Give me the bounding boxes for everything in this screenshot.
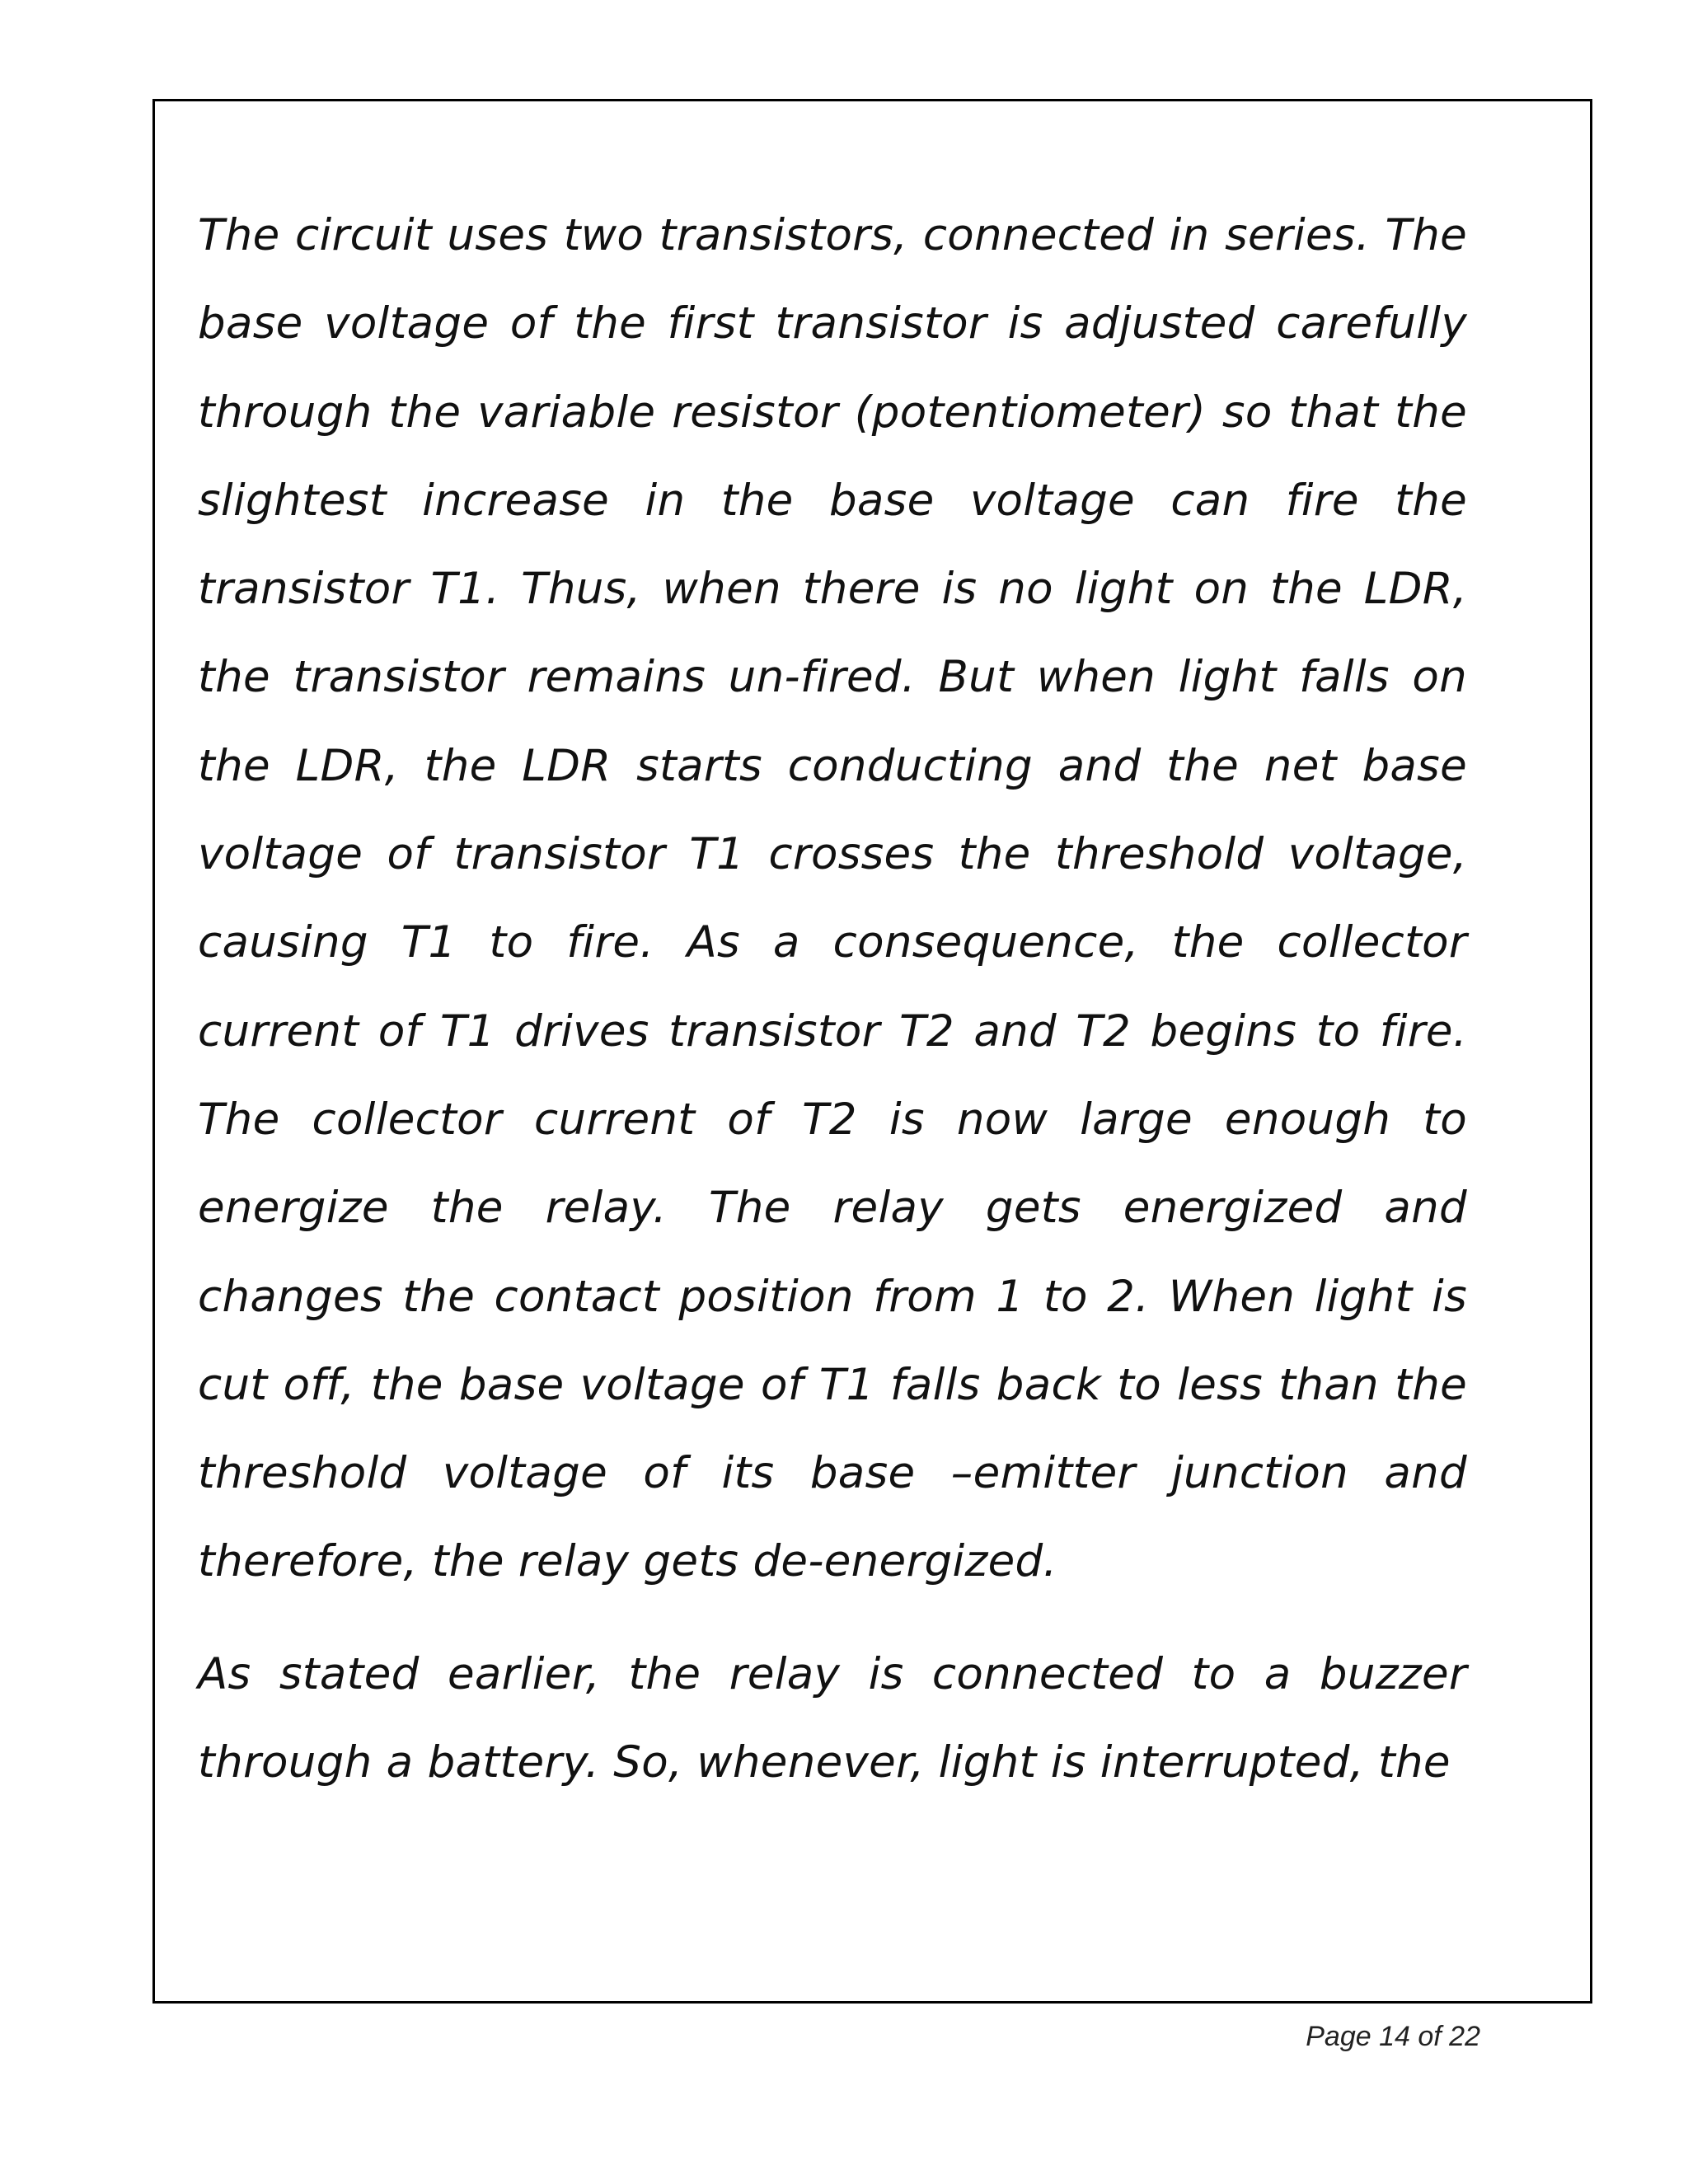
body-paragraph-relay-buzzer: As stated earlier, the relay is connected to a buzzer through a battery. So, whenever, light is interrupted, the [198, 1649, 1467, 1788]
body-paragraph-circuit-description: The circuit uses two transistors, connected in series. The base voltage of the first transistor is adjusted carefully through the variable resistor (potentiometer) so that the slightest increase in the base voltage can fire the transistor T1. Thus, when there is no light on the LDR, the transistor remains un-fired. But when light falls on the LDR, the LDR starts conducting and the net base voltage of transistor T1 crosses the threshold voltage, causing T1 to fire. As a consequence, the collector current of T1 drives transistor T2 and T2 begins to fire. The collector current of T2 is now large enough to energize the relay. The relay gets energized and changes the contact position from 1 to 2. When light is cut off, the base voltage of T1 falls back to less than the threshold voltage of its base –emitter junction and therefore, the relay gets de-energized. [198, 210, 1467, 1587]
page-number: Page 14 of 22 [1306, 2021, 1480, 2052]
